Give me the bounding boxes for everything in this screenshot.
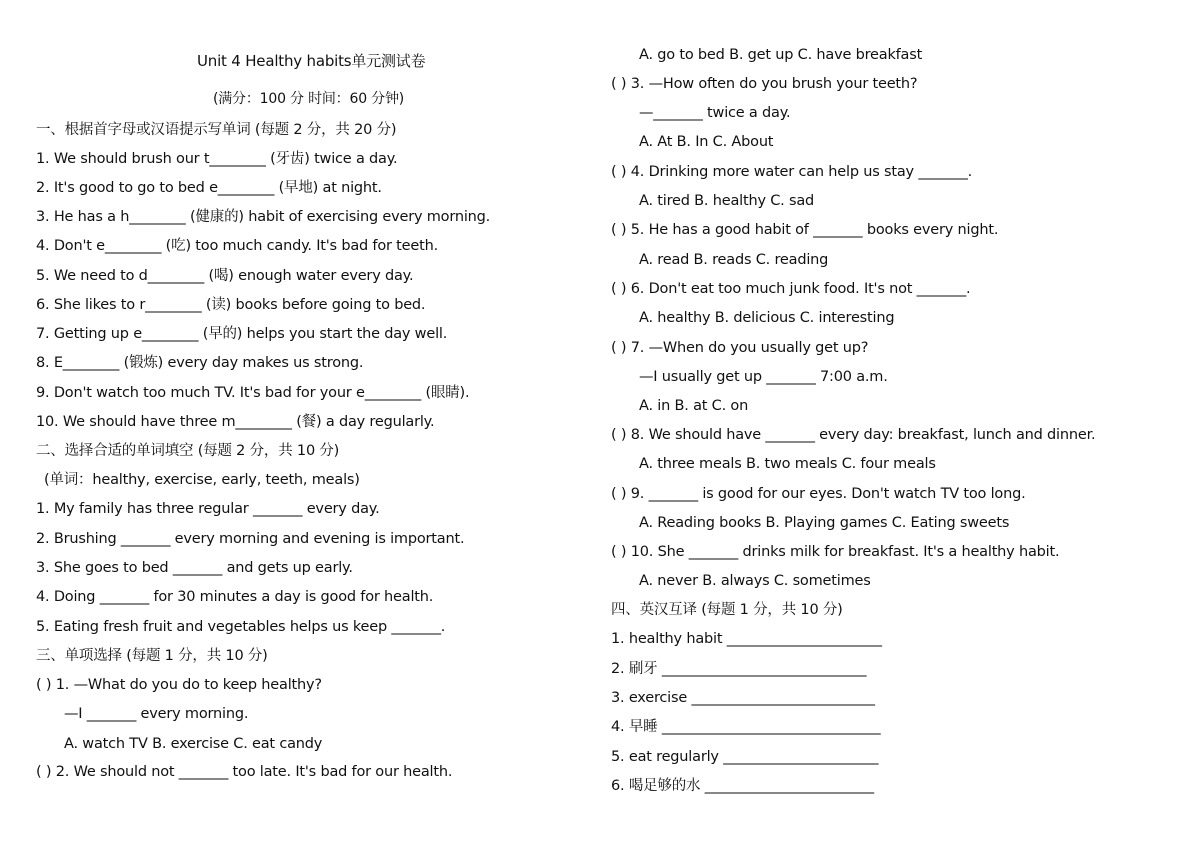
question-10: ( ) 10. She _______ drinks milk for breakfast. It's a healthy habit.	[611, 544, 1060, 560]
question-9: ( ) 9. _______ is good for our eyes. Don't watch TV too long.	[611, 486, 1026, 502]
section2-item: 3. She goes to bed _______ and gets up early.	[36, 560, 353, 576]
question-4: ( ) 4. Drinking more water can help us stay _______.	[611, 164, 973, 180]
section1-item: 5. We need to d________ (喝) enough water every day.	[36, 268, 414, 284]
section3-heading: 三、单项选择 (每题 1 分，共 10 分)	[36, 648, 268, 664]
section1-item: 1. We should brush our t________ (牙齿) twice a day.	[36, 151, 398, 167]
page-title: Unit 4 Healthy habits单元测试卷	[197, 52, 426, 70]
section4-item: 6. 喝足够的水 ________________________	[611, 778, 874, 794]
section4-item: 5. eat regularly ______________________	[611, 749, 879, 765]
section2-item: 5. Eating fresh fruit and vegetables helps us keep _______.	[36, 619, 446, 635]
section1-item: 9. Don't watch too much TV. It's bad for your e________ (眼睛).	[36, 385, 470, 401]
question-3-reply: —_______ twice a day.	[639, 105, 791, 121]
question-1-options: A. watch TV B. exercise C. eat candy	[64, 736, 323, 752]
section1-item: 6. She likes to r________ (读) books before going to bed.	[36, 297, 426, 313]
section2-word-bank: (单词：healthy, exercise, early, teeth, meals)	[44, 472, 360, 488]
section1-item: 3. He has a h________ (健康的) habit of exercising every morning.	[36, 209, 491, 225]
section2-item: 2. Brushing _______ every morning and evening is important.	[36, 531, 465, 547]
question-1: ( ) 1. —What do you do to keep healthy?	[36, 677, 322, 693]
section1-item: 7. Getting up e________ (早的) helps you start the day well.	[36, 326, 448, 342]
section4-item: 3. exercise __________________________	[611, 690, 875, 706]
section1-item: 2. It's good to go to bed e________ (早地) at night.	[36, 180, 382, 196]
section4-item: 4. 早睡 _______________________________	[611, 719, 881, 735]
section1-item: 10. We should have three m________ (餐) a day regularly.	[36, 414, 435, 430]
page-subtitle: (满分：100 分 时间：60 分钟)	[213, 91, 405, 107]
question-6: ( ) 6. Don't eat too much junk food. It's not _______.	[611, 281, 971, 297]
section4-heading: 四、英汉互译 (每题 1 分，共 10 分)	[611, 602, 843, 618]
section1-heading: 一、根据首字母或汉语提示写单词 (每题 2 分，共 20 分)	[36, 122, 397, 138]
question-9-options: A. Reading books B. Playing games C. Eating sweets	[639, 515, 1010, 531]
question-7: ( ) 7. —When do you usually get up?	[611, 340, 869, 356]
question-3: ( ) 3. —How often do you brush your teeth?	[611, 76, 918, 92]
section2-item: 1. My family has three regular _______ every day.	[36, 501, 380, 517]
question-1-reply: —I _______ every morning.	[64, 706, 249, 722]
question-7-options: A. in B. at C. on	[639, 398, 749, 414]
question-2-options: A. go to bed B. get up C. have breakfast	[639, 47, 923, 63]
question-6-options: A. healthy B. delicious C. interesting	[639, 310, 895, 326]
section4-item: 1. healthy habit ______________________	[611, 631, 882, 647]
question-8-options: A. three meals B. two meals C. four meals	[639, 456, 936, 472]
question-4-options: A. tired B. healthy C. sad	[639, 193, 815, 209]
section1-item: 4. Don't e________ (吃) too much candy. It's bad for teeth.	[36, 238, 438, 254]
question-5-options: A. read B. reads C. reading	[639, 252, 829, 268]
question-8: ( ) 8. We should have _______ every day: breakfast, lunch and dinner.	[611, 427, 1096, 443]
question-10-options: A. never B. always C. sometimes	[639, 573, 871, 589]
question-2: ( ) 2. We should not _______ too late. It's bad for our health.	[36, 764, 453, 780]
question-3-options: A. At B. In C. About	[639, 134, 774, 150]
section2-heading: 二、选择合适的单词填空 (每题 2 分，共 10 分)	[36, 443, 340, 459]
section2-item: 4. Doing _______ for 30 minutes a day is good for health.	[36, 589, 434, 605]
section1-item: 8. E________ (锻炼) every day makes us strong.	[36, 355, 364, 371]
question-7-reply: —I usually get up _______ 7:00 a.m.	[639, 369, 888, 385]
question-5: ( ) 5. He has a good habit of _______ books every night.	[611, 222, 999, 238]
section4-item: 2. 刷牙 _____________________________	[611, 661, 867, 677]
